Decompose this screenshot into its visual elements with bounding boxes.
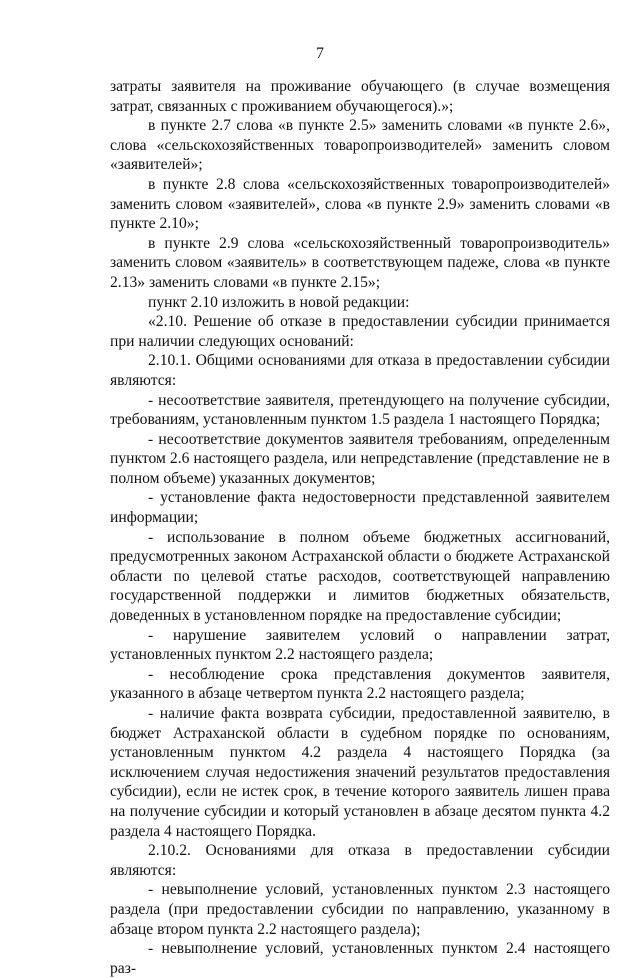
paragraph: пункт 2.10 изложить в новой редакции: <box>148 293 410 311</box>
paragraph: - установление факта недостоверности представленной заявителем информации; <box>110 489 610 527</box>
paragraph: затраты заявителя на проживание обучающего (в случае возмещения затрат, связанных с проживанием обучающегося).»; <box>110 78 610 115</box>
paragraph: «2.10. Решение об отказе в предоставлении субсидии принимается при наличии следующих оснований: <box>110 313 610 350</box>
paragraph: - несоблюдение срока представления документов заявителя, указанного в абзаце четвертом пункта 2.2 настоящего раздела; <box>110 665 610 703</box>
paragraph: в пункте 2.8 слова «сельскохозяйственных товаропроизводителей» заменить словом «заявителей», слова «в пункте 2.9» заменить словами «в пункте 2.10»; <box>110 175 610 233</box>
paragraph: - невыполнение условий, установленных пунктом 2.4 настоящего раз- <box>110 940 610 977</box>
paragraph: - невыполнение условий, установленных пунктом 2.3 настоящего раздела (при предоставлении субсидии по направлению, указанному в абзаце втором пункта 2.2 настоящего раздела); <box>110 881 610 938</box>
paragraph: - нарушение заявителем условий о направлении затрат, установленных пунктом 2.2 настоящего раздела; <box>110 626 610 664</box>
paragraph: - наличие факта возврата субсидии, предоставленной заявителю, в бюджет Астраханской области в судебном порядке по основаниям, установленным пунктом 4.2 раздела 4 настоящего Порядка (за исключением случая недостижения значений результатов предоставления субсидии), если не истек срок, в течение которого заявитель лишен права на получение субсидии и который установлен в абзаце десятом пункта 4.2 раздела 4 настоящего Порядка. <box>110 705 610 840</box>
paragraph: - использование в полном объеме бюджетных ассигнований, предусмотренных законом Астраханской области о бюджете Астраханской области по целевой статье расходов, соответствующей направлению государственной поддержки и лимитов бюджетных обязательств, доведенных в установленном порядке на предоставление субсидии; <box>110 528 610 625</box>
paragraph: - несоответствие заявителя, претендующего на получение субсидии, требованиям, установленным пунктом 1.5 раздела 1 настоящего Порядка; <box>110 391 610 429</box>
paragraph: 2.10.1. Общими основаниями для отказа в предоставлении субсидии являются: <box>110 352 610 389</box>
document-body <box>110 77 610 978</box>
paragraph: в пункте 2.7 слова «в пункте 2.5» заменить словами «в пункте 2.6», слова «сельскохозяйственных товаропроизводителей» заменить словом «заявителей»; <box>110 117 610 174</box>
page-number: 7 <box>316 45 324 62</box>
paragraph: в пункте 2.9 слова «сельскохозяйственный товаропроизводитель» заменить словом «заявитель» в соответствующем падеже, слова «в пункте 2.13» заменить словами «в пункте 2.15»; <box>110 234 610 291</box>
paragraph: - несоответствие документов заявителя требованиям, определенным пунктом 2.6 настоящего раздела, или непредставление (представление не в полном объеме) указанных документов; <box>110 430 610 487</box>
paragraph: 2.10.2. Основаниями для отказа в предоставлении субсидии являются: <box>110 842 610 879</box>
